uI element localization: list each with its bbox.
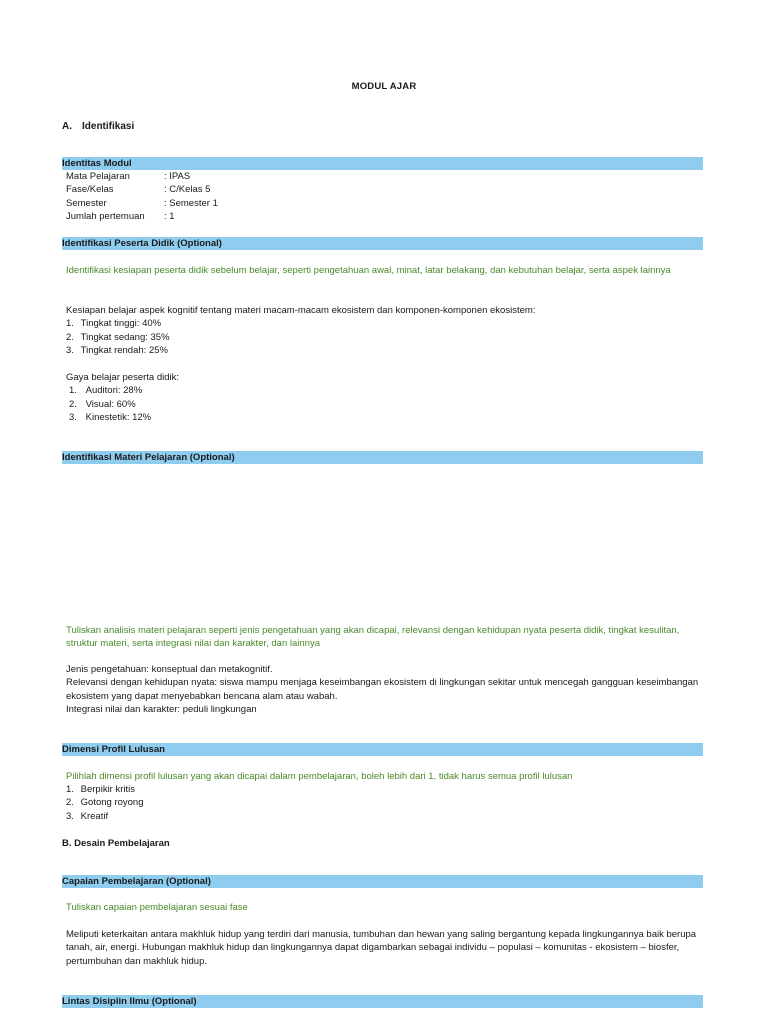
list-number: 2.: [66, 331, 74, 343]
identitas-row: [66, 197, 218, 210]
materi-line: Relevansi dengan kehidupan nyata: siswa mampu menjaga keseimbangan ekosistem di lingkungan sekitar untuk mencegah gangguan keseimbangan ekosistem yang dapat menyebabkan bencana alam atau wabah.: [66, 677, 699, 702]
kesiapan-intro: Kesiapan belajar aspek kognitif tentang materi macam-macam ekosistem dan komponen-komponen ekosistem:: [66, 305, 536, 316]
identitas-row: [66, 210, 218, 223]
kesiapan-block: [66, 304, 703, 358]
materi-content: [66, 663, 703, 717]
list-text: Gotong royong: [80, 797, 144, 809]
materi-line: Jenis pengetahuan: konseptual dan metakognitif.: [66, 664, 273, 675]
lintas-disiplin-header: Lintas Disiplin Ilmu (Optional): [62, 995, 703, 1008]
list-item: [66, 783, 703, 796]
list-text: Tingkat sedang: 35%: [80, 331, 170, 343]
dimensi-profil-header: Dimensi Profil Lulusan: [62, 743, 703, 756]
identitas-key: Fase/Kelas: [66, 184, 114, 196]
section-b-heading: B. Desain Pembelajaran: [62, 838, 170, 849]
gaya-intro: Gaya belajar peserta didik:: [66, 372, 180, 383]
list-item: [66, 384, 703, 397]
materi-pelajaran-header: Identifikasi Materi Pelajaran (Optional): [62, 451, 703, 464]
dimensi-list: [66, 783, 703, 823]
identitas-value: : 1: [164, 211, 175, 223]
list-number: 1.: [69, 385, 77, 397]
identitas-row: [66, 183, 218, 196]
list-text: Kinestetik: 12%: [85, 412, 152, 424]
list-number: 1.: [66, 318, 74, 330]
list-item: [66, 796, 703, 809]
peserta-didik-header: Identifikasi Peserta Didik (Optional): [62, 237, 703, 250]
list-text: Tingkat rendah: 25%: [80, 345, 168, 357]
list-item: [66, 317, 703, 330]
list-number: 2.: [66, 797, 74, 809]
capaian-text: Meliputi keterkaitan antara makhluk hidup yang terdiri dari manusia, tumbuhan dan hewan yang saling bergantung kepada lingkungannya baik berupa tanah, air, energi. Hubungan makhluk hidup dan lingkungannya dapat digambarkan sebagai individu – populasi – komunitas - ekosistem – biosfer, pertumbuhan dan makhluk hidup.: [66, 929, 697, 967]
identitas-modul-header: Identitas Modul: [62, 157, 703, 170]
peserta-instruction: Identifikasi kesiapan peserta didik sebelum belajar, seperti pengetahuan awal, minat, latar belakang, dan kebutuhan belajar, serta aspek lainnya: [66, 265, 671, 276]
list-item: [66, 331, 703, 344]
identitas-key: Semester: [66, 197, 107, 209]
list-text: Berpikir kritis: [80, 784, 136, 795]
identitas-value: : IPAS: [164, 171, 191, 182]
dimensi-instruction: Pilihlah dimensi profil lulusan yang akan dicapai dalam pembelajaran, boleh lebih dari 1, tidak harus semua profil lulusan: [66, 771, 573, 782]
identitas-key: Mata Pelajaran: [66, 171, 130, 182]
list-text: Kreatif: [80, 810, 109, 822]
kesiapan-list: [66, 317, 703, 357]
materi-instruction: Tuliskan analisis materi pelajaran seperti jenis pengetahuan yang akan dicapai, relevansi dengan kehidupan nyata peserta didik, tingkat kesulitan, struktur materi, serta integrasi nilai dan karakter, dan lainnya: [66, 625, 680, 650]
page-title: MODUL AJAR: [351, 81, 417, 92]
list-item: [66, 398, 703, 411]
dimensi-content: [66, 783, 703, 823]
list-number: 2.: [69, 398, 77, 410]
gaya-list: [66, 384, 703, 424]
identitas-value: : Semester 1: [164, 197, 218, 209]
list-number: 3.: [66, 810, 74, 822]
identitas-value: : C/Kelas 5: [164, 184, 211, 196]
section-a-title: Identifikasi: [82, 121, 135, 132]
list-item: [66, 810, 703, 823]
list-number: 1.: [66, 784, 74, 795]
identitas-table: [66, 170, 218, 224]
list-text: Auditori: 28%: [85, 385, 143, 397]
list-text: Visual: 60%: [85, 398, 136, 410]
list-item: [66, 344, 703, 357]
list-text: Tingkat tinggi: 40%: [80, 318, 162, 330]
section-a-number: A.: [62, 121, 72, 132]
list-item: [66, 411, 703, 424]
list-number: 3.: [66, 345, 74, 357]
section-a-heading: [62, 121, 134, 132]
gaya-block: [66, 371, 703, 425]
capaian-instruction: Tuliskan capaian pembelajaran sesuai fase: [66, 902, 248, 913]
identitas-row: [66, 170, 218, 183]
list-number: 3.: [69, 412, 77, 424]
identitas-key: Jumlah pertemuan: [66, 211, 145, 223]
capaian-pembelajaran-header: Capaian Pembelajaran (Optional): [62, 875, 703, 888]
materi-line: Integrasi nilai dan karakter: peduli lingkungan: [66, 704, 257, 716]
